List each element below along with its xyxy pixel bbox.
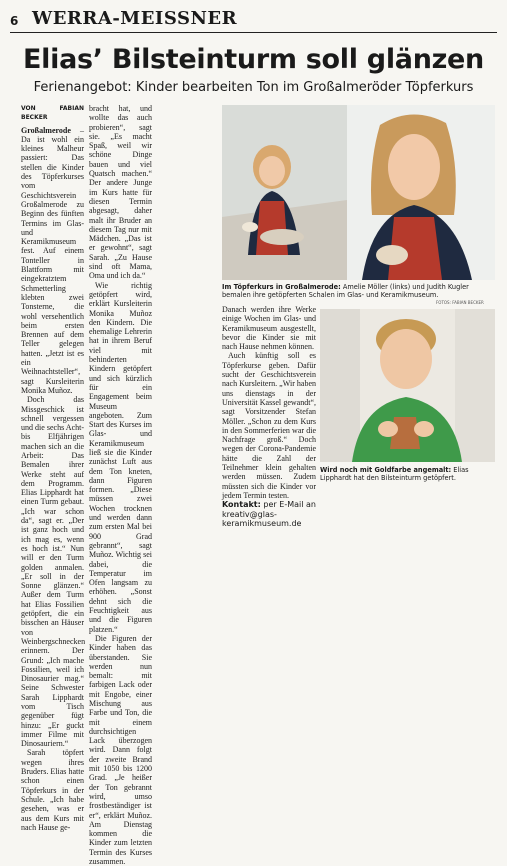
lead-place: Großalmerode [21,125,71,135]
photo-boy-tower-image [320,309,495,462]
header-rule [10,32,497,33]
photo-caption-main: Im Töpferkurs in Großalmerode: Amelie Möller (links) und Judith Kugler bemalen ihre getöpferten Schalen im Glas- und Keramikmuseum. [222,283,469,300]
paragraph: Großalmerode – Da ist wohl ein kleines Malheur passiert: Das stellen die Kinder des Töpferkurses vom Geschichtsverein Großalmerode zu Beginn des fünften Termins im Glas- und Keramikmuseum fest. Auf einem Tonteller in Blattform mit eingekratztem Schmetterling klebten zwei Tonsterne, die wohl versehentlich beim ersten Brennen auf dem Teller gelegen hatten. „Jetzt ist es ein Weihnachtsteller“, sagt Kursleiterin Monika Muñoz. [21,125,84,395]
photo-credit: FOTOS: FABIAN BECKER [436,300,484,305]
paragraph: Auch künftig soll es Töpferkurse geben. Dafür sucht der Geschichtsverein nach Kursleitern. „Wir haben uns dienstags in der Universität Kassel gewandt“, sagt Vorsitzender Stefan Möller. „Schon zu dem Kurs in den Sommerferien war die Nachfrage groß.“ Doch wegen der Corona-Pandemie hätte die Zahl der Teilnehmer klein gehalten werden müssen. Zudem müssten sich die Kinder vor jedem Termin testen. [222,351,316,500]
page-number: 6 [10,14,19,28]
paragraph: Doch das Missgeschick ist schnell vergessen und die sechs Acht- bis Elfjährigen machen sich an die Arbeit: Das Bemalen ihrer Werke steht auf dem Programm. Elias Lipphardt hat einen Turm gebaut. „Ich war schon da“, sagt er. „Der ist ganz hoch und ich mag es, wenn es hoch ist.“ Nun will er den Turm golden anmalen. „Er soll in der Sonne glänzen.“ Außer dem Turm hat Elias Fossilien getöpfert, die ein bisschen an Häuser von Weinbergschnecken erinnern. Der Grund: „Ich mache Fossilien, weil ich Dinosaurier mag.“ Seine Schwester Sarah Lipphardt vom Tisch gegenüber fügt hinzu: „Er guckt immer Filme mit Dinosauriern.“ [21,395,86,749]
headline: Elias’ Bilsteinturm soll glänzen [23,44,484,75]
photo-boy-tower [320,309,495,462]
paragraph: bracht hat, und wollte das auch probieren“, sagt sie. „Es macht Spaß, weil wir schöne Dinge bauen und viel Quatsch machen.“ Der andere Junge im Kurs hatte für diesen Termin abgesagt, daher malt ihr Bruder an diesem Tag nur mit Mädchen. „Das ist er gewohnt“, sagt Sarah. „Zu Hause sind oft Mama, Oma und ich da.“ [89,104,152,281]
article-column-2 [89,104,152,866]
contact: Kontakt: per E-Mail an kreativ@glas-keramikmuseum.de [222,500,316,528]
photo-girls-painting-image [222,105,495,280]
article-column-1 [21,104,86,832]
page-header [10,8,497,32]
section-title: WERRA-MEISSNER [32,8,238,29]
article-column-3 [222,305,316,528]
paragraph: Wie richtig getöpfert wird, erklärt Kursleiterin Monika Muñoz den Kindern. Die ehemalige Lehrerin hat in ihrem Beruf viel mit behinderten Kindern getöpfert und sich kürzlich für ein Engagement beim Museum angeboten. Zum Start des Kurses im Glas- und Keramikmuseum ließ sie die Kinder zunächst Luft aus dem Ton kneten, dann Figuren formen. „Diese müssen zwei Wochen trocknen und werden dann zum ersten Mal bei 900 Grad gebrannt“, sagt Muñoz. Wichtig sei dabei, die Temperatur im Ofen langsam zu erhöhen. „Sonst dehnt sich die Feuchtigkeit aus und die Figuren platzen.“ [89,280,152,634]
paragraph: Sarah töpfert wegen ihres Bruders. Elias hatte schon einen Töpferkurs in der Schule. „Ich habe gesehen, was er aus dem Kurs mit nach Hause ge- [21,748,84,832]
paragraph: Die Figuren der Kinder haben das überstanden. Sie werden nun bemalt: mit farbigen Lack oder mit Engobe, einer Mischung aus Farbe und Ton, die mit einem durchsichtigen Lack überzogen wird. Dann folgt der zweite Brand mit 1050 bis 1200 Grad. „Je heißer der Ton gebrannt wird, umso frostbeständiger ist er“, erklärt Muñoz. Am Dienstag kommen die Kinder zum letzten Termin des Kurses zusammen. [89,633,152,866]
photo-girls-painting [222,105,495,280]
paragraph: Danach werden ihre Werke einige Wochen im Glas- und Keramikmuseum ausgestellt, bevor die Kinder sie mit nach Hause nehmen können. [222,305,316,352]
photo-caption-boy: Wird noch mit Goldfarbe angemalt: Elias Lipphardt hat den Bilsteinturm getöpfert. [320,466,469,483]
subheadline: Ferienangebot: Kinder bearbeiten Ton im Großalmeröder Töpferkurs [33,80,474,95]
byline: VON FABIAN BECKER [21,105,84,122]
